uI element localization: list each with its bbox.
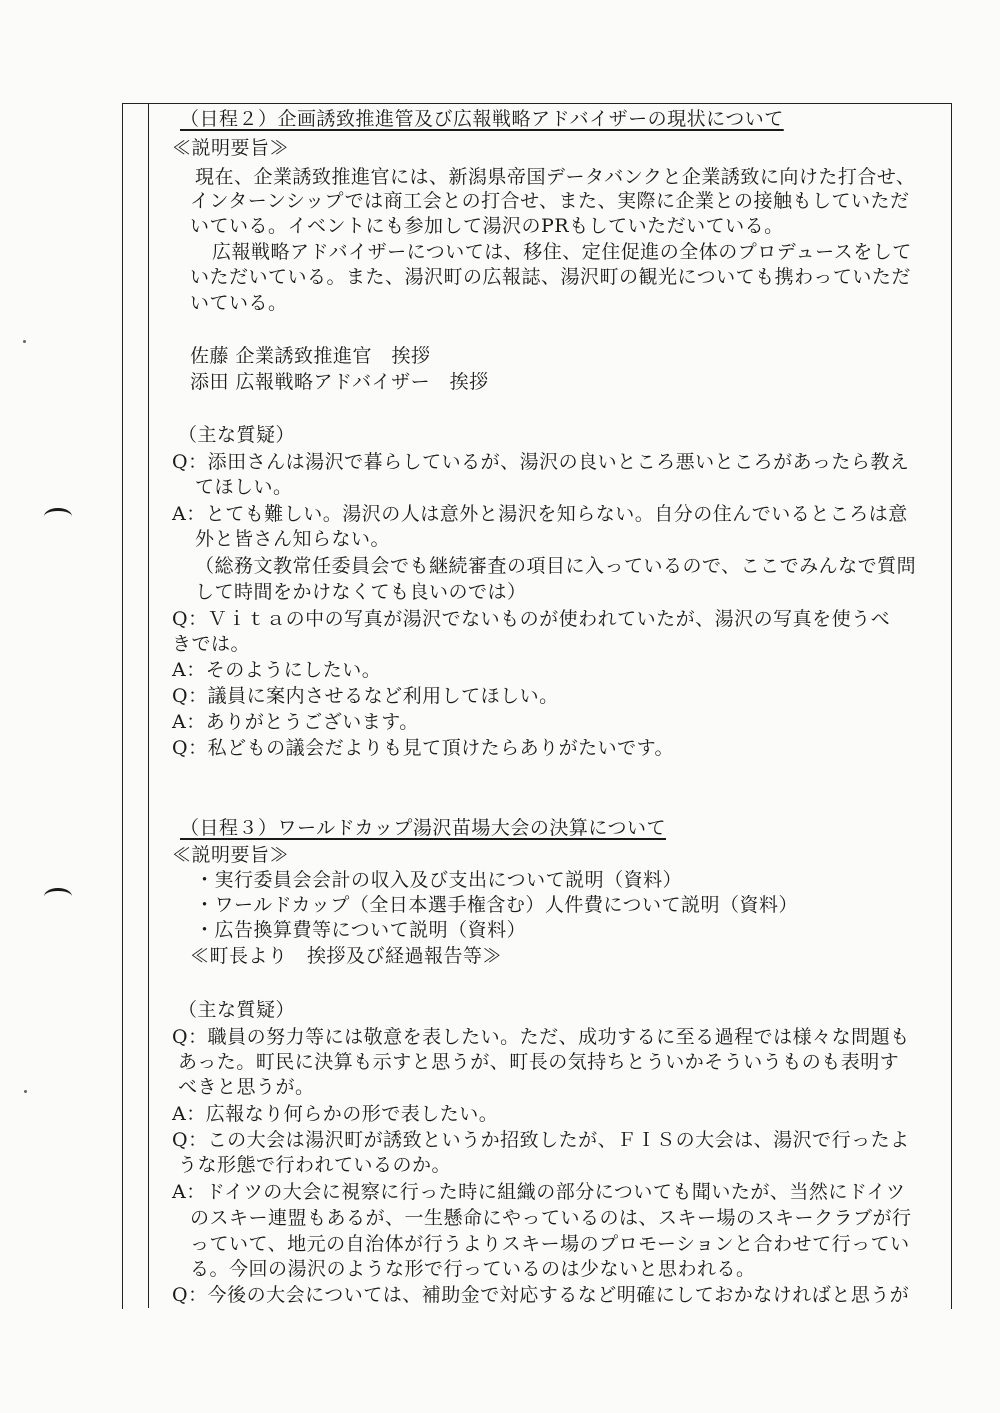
section2-summary-line: インターンシップでは商工会との打合せ、また、実際に企業との接触もしていただ — [190, 190, 910, 212]
section2-summary-line: いている。 — [190, 292, 288, 314]
section2-qa-line: して時間をかけなくても良いのでは） — [195, 581, 527, 603]
section2-qa-line: A：とても難しい。湯沢の人は意外と湯沢を知らない。自分の住んでいるところは意 — [172, 503, 908, 525]
section2-qa-line: A：そのようにしたい。 — [172, 659, 382, 681]
section3-qa-line: A：広報なり何らかの形で表したい。 — [172, 1103, 499, 1125]
section3-heading: （日程３）ワールドカップ湯沢苗場大会の決算について — [180, 817, 666, 839]
section3-qa-line: あった。町民に決算も示すと思うが、町長の気持ちとういかそういうものも表明す — [178, 1051, 900, 1073]
section3-qa-line: A：ドイツの大会に視察に行った時に組織の部分についても聞いたが、当然にドイツ — [172, 1181, 906, 1203]
section2-qa-line: Q：添田さんは湯沢で暮らしているが、湯沢の良いところ悪いところがあったら教え — [172, 451, 910, 473]
punch-hole-top — [44, 508, 72, 525]
section2-qa-line: 外と皆さん知らない。 — [195, 528, 391, 550]
section2-summary-line: いている。イベントにも参加して湯沢のPRもしていただいている。 — [190, 215, 784, 237]
section2-qa-label: （主な質疑） — [178, 424, 296, 446]
section2-qa-line: Q：Ｖｉｔａの中の写真が湯沢でないものが使われていたが、湯沢の写真を使うべ — [172, 608, 891, 630]
section3-qa-line: のスキー連盟もあるが、一生懸命にやっているのは、スキー場のスキークラブが行 — [190, 1207, 912, 1229]
section2-qa-line: Q：議員に案内させるなど利用してほしい。 — [172, 685, 559, 707]
section3-summary-line: ・ワールドカップ（全日本選手権含む）人件費について説明（資料） — [195, 894, 798, 916]
section3-qa-line: る。今回の湯沢のような形で行っているのは少ないと思われる。 — [190, 1258, 756, 1280]
punch-hole-bottom — [44, 888, 72, 905]
section2-qa-line: Q：私どもの議会だよりも見て頂けたらありがたいです。 — [172, 737, 675, 759]
section2-summary-line: 広報戦略アドバイザーについては、移住、定住促進の全体のプロデュースをして — [212, 241, 912, 263]
section2-greeting: 添田 広報戦略アドバイザー 挨拶 — [190, 371, 489, 393]
scan-speck — [24, 1090, 27, 1093]
section2-summary-line: いただいている。また、湯沢町の広報誌、湯沢町の観光についても携わっていただ — [190, 266, 911, 288]
section3-qa-line: Q：職員の努力等には敬意を表したい。ただ、成功するに至る過程では様々な問題も — [172, 1026, 910, 1048]
section3-summary-line: ≪町長より 挨拶及び経過報告等≫ — [190, 945, 503, 967]
section2-greeting: 佐藤 企業誘致推進官 挨拶 — [190, 345, 431, 367]
section2-summary-line: 現在、企業誘致推進官には、新潟県帝国データバンクと企業誘致に向けた打合せ、 — [195, 166, 916, 188]
scan-speck — [23, 340, 26, 343]
section3-qa-line: Q：今後の大会については、補助金で対応するなど明確にしておかなければと思うが — [172, 1284, 910, 1306]
section2-qa-line: てほしい。 — [195, 476, 293, 498]
section3-summary-label: ≪説明要旨≫ — [172, 844, 290, 866]
section3-qa-label: （主な質疑） — [178, 999, 296, 1021]
section2-qa-line: （総務文教常任委員会でも継続審査の項目に入っているので、ここでみんなで質問 — [195, 555, 917, 577]
section3-qa-line: うな形態で行われているのか。 — [178, 1154, 452, 1176]
section2-qa-line: A：ありがとうございます。 — [172, 711, 419, 733]
section2-summary-label: ≪説明要旨≫ — [172, 137, 290, 159]
section2-qa-line: きでは。 — [172, 633, 251, 655]
section3-qa-line: べきと思うが。 — [178, 1076, 315, 1098]
section3-qa-line: Q：この大会は湯沢町が誘致というか招致したが、ＦＩＳの大会は、湯沢で行ったよ — [172, 1129, 910, 1151]
section2-heading: （日程２）企画誘致推進管及び広報戦略アドバイザーの現状について — [180, 108, 784, 130]
section3-summary-line: ・広告換算費等について説明（資料） — [195, 919, 527, 941]
table-column-divider — [148, 103, 149, 1308]
section3-qa-line: っていて、地元の自治体が行うよりスキー場のプロモーションと合わせて行ってい — [190, 1233, 910, 1255]
section3-summary-line: ・実行委員会会計の収入及び支出について説明（資料） — [195, 869, 683, 891]
